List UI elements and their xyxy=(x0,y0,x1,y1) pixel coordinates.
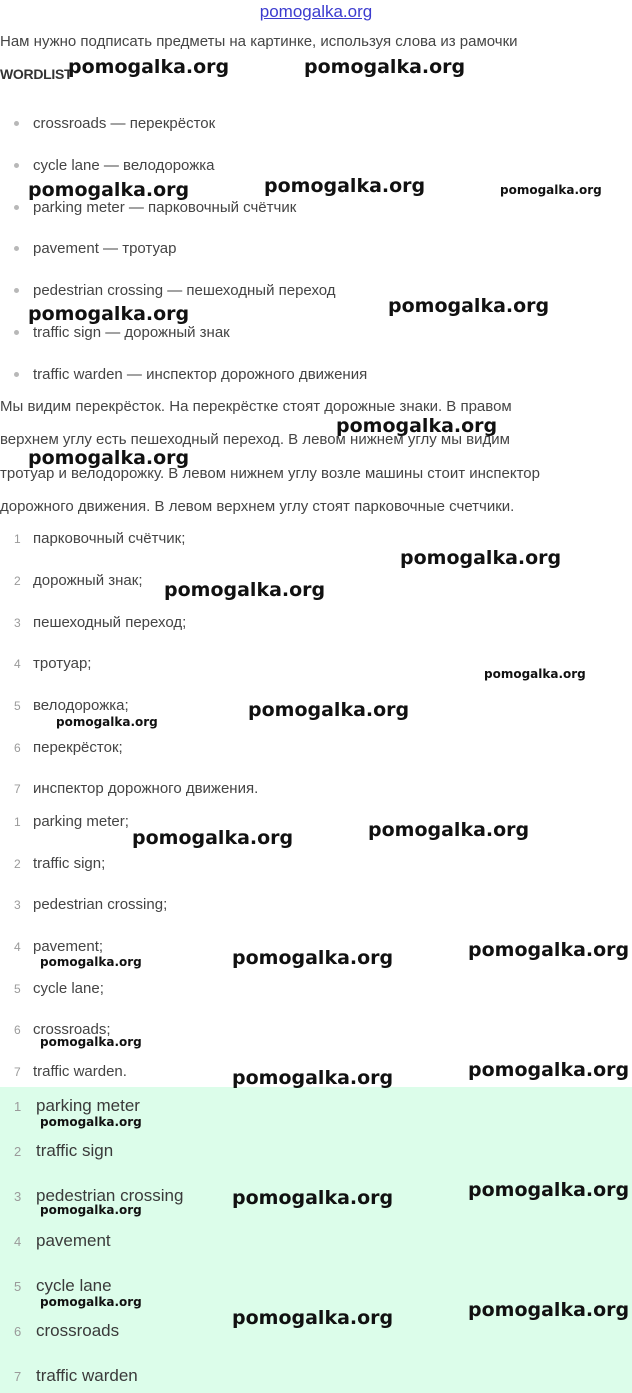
watermark: pomogalka.org xyxy=(28,179,190,201)
watermark: pomogalka.org xyxy=(468,1179,630,1201)
list-item-ru: 3 пешеходный переход; xyxy=(14,614,187,631)
description-line: верхнем углу есть пешеходный переход. В левом нижнем углу мы видим xyxy=(0,431,510,448)
watermark: pomogalka.org xyxy=(400,547,562,569)
watermark: pomogalka.org xyxy=(468,1299,630,1321)
answer-item: 7 traffic warden xyxy=(14,1366,138,1385)
bullet-icon xyxy=(14,330,19,335)
watermark: pomogalka.org xyxy=(304,56,466,78)
watermark: pomogalka.org xyxy=(232,947,394,969)
watermark: pomogalka.org xyxy=(56,715,158,729)
watermark: pomogalka.org xyxy=(336,415,498,437)
answer-item: 2 traffic sign xyxy=(14,1141,114,1160)
wordlist-item: pedestrian crossing — пешеходный переход xyxy=(14,282,336,299)
watermark: pomogalka.org xyxy=(264,175,426,197)
wordlist-item: traffic sign — дорожный знак xyxy=(14,324,230,341)
watermark: pomogalka.org xyxy=(68,56,230,78)
answer-item: 1 parking meter xyxy=(14,1096,140,1115)
watermark: pomogalka.org xyxy=(40,955,142,969)
list-item-ru: 1 парковочный счётчик; xyxy=(14,530,186,547)
bullet-icon xyxy=(14,205,19,210)
list-item-en: 3 pedestrian crossing; xyxy=(14,896,168,913)
wordlist-item: crossroads — перекрёсток xyxy=(14,115,215,132)
wordlist-title: WORDLIST xyxy=(0,66,73,82)
wordlist-item: cycle lane — велодорожка xyxy=(14,157,215,174)
list-item-en: 7 traffic warden. xyxy=(14,1063,127,1080)
list-item-ru: 7 инспектор дорожного движения. xyxy=(14,780,259,797)
watermark: pomogalka.org xyxy=(40,1115,142,1129)
watermark: pomogalka.org xyxy=(132,827,294,849)
list-item-en: 5 cycle lane; xyxy=(14,980,104,997)
watermark: pomogalka.org xyxy=(40,1203,142,1217)
bullet-icon xyxy=(14,372,19,377)
wordlist-item: parking meter — парковочный счётчик xyxy=(14,199,296,216)
answer-item: 4 pavement xyxy=(14,1231,111,1250)
watermark: pomogalka.org xyxy=(500,183,602,197)
watermark: pomogalka.org xyxy=(40,1295,142,1309)
list-item-ru: 6 перекрёсток; xyxy=(14,739,123,756)
list-item-en: 1 parking meter; xyxy=(14,813,129,830)
watermark: pomogalka.org xyxy=(40,1035,142,1049)
answer-item: 3 pedestrian crossing xyxy=(14,1186,184,1205)
bullet-icon xyxy=(14,121,19,126)
answer-item: 5 cycle lane xyxy=(14,1276,112,1295)
watermark: pomogalka.org xyxy=(232,1307,394,1329)
bullet-icon xyxy=(14,246,19,251)
watermark: pomogalka.org xyxy=(248,699,410,721)
description-line: Мы видим перекрёсток. На перекрёстке стоят дорожные знаки. В правом xyxy=(0,398,512,415)
wordlist-item: traffic warden — инспектор дорожного движения xyxy=(14,366,367,383)
description-line: тротуар и велодорожку. В левом нижнем углу возле машины стоит инспектор xyxy=(0,465,540,482)
watermark: pomogalka.org xyxy=(388,295,550,317)
watermark: pomogalka.org xyxy=(164,579,326,601)
list-item-ru: 4 тротуар; xyxy=(14,655,92,672)
watermark: pomogalka.org xyxy=(368,819,530,841)
list-item-ru: 5 велодорожка; xyxy=(14,697,129,714)
watermark: pomogalka.org xyxy=(484,667,586,681)
list-item-en: 2 traffic sign; xyxy=(14,855,106,872)
site-header-link[interactable]: pomogalka.org xyxy=(259,2,373,21)
answer-item: 6 crossroads xyxy=(14,1321,120,1340)
list-item-ru: 2 дорожный знак; xyxy=(14,572,143,589)
description-line: дорожного движения. В левом верхнем углу стоят парковочные счетчики. xyxy=(0,498,515,515)
watermark: pomogalka.org xyxy=(232,1067,394,1089)
bullet-icon xyxy=(14,288,19,293)
bullet-icon xyxy=(14,163,19,168)
watermark: pomogalka.org xyxy=(468,1059,630,1081)
watermark: pomogalka.org xyxy=(468,939,630,961)
watermark: pomogalka.org xyxy=(28,303,190,325)
list-item-en: 6 crossroads; xyxy=(14,1021,111,1038)
task-intro: Нам нужно подписать предметы на картинке, используя слова из рамочки xyxy=(0,33,518,50)
wordlist-item: pavement — тротуар xyxy=(14,240,177,257)
watermark: pomogalka.org xyxy=(28,447,190,469)
list-item-en: 4 pavement; xyxy=(14,938,104,955)
watermark: pomogalka.org xyxy=(232,1187,394,1209)
